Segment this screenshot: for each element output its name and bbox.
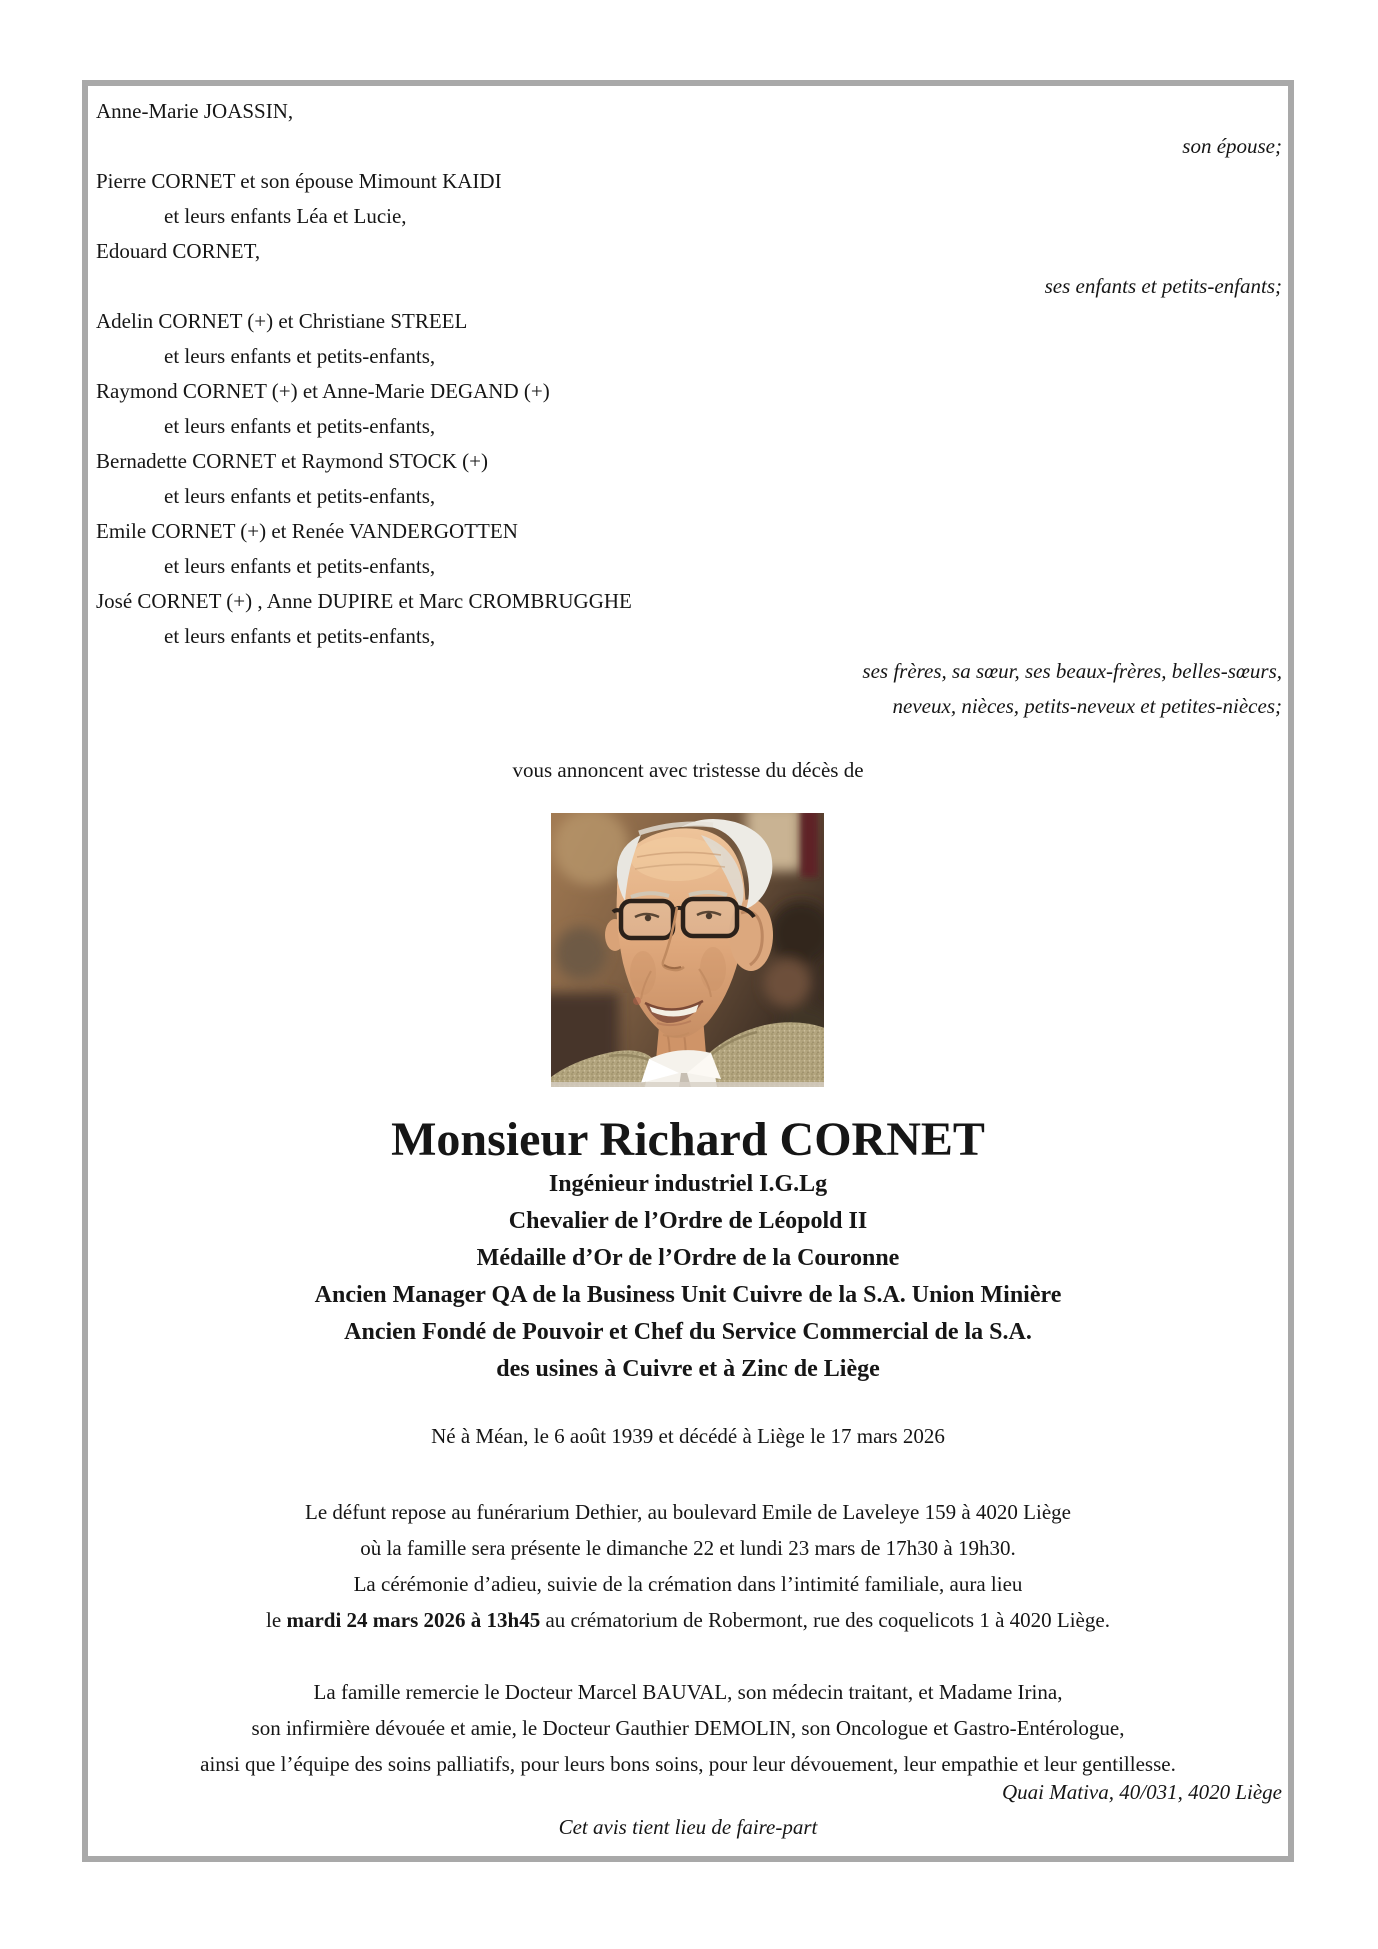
family-line-indent: et leurs enfants Léa et Lucie, (164, 204, 407, 228)
funeral-date-prefix: le (266, 1608, 287, 1632)
portrait-photo (551, 813, 824, 1087)
document-frame (82, 80, 1294, 1862)
family-line-indent: et leurs enfants et petits-enfants, (164, 414, 436, 438)
honors-list (88, 1166, 1288, 1388)
funeral-line: Le défunt repose au funérarium Dethier, au boulevard Emile de Laveleye 159 à 4020 Liège (305, 1500, 1071, 1524)
family-line: Pierre CORNET et son épouse Mimount KAIDI (96, 169, 502, 193)
announcement-sentence: vous annoncent avec tristesse du décès de (512, 758, 864, 782)
thanks-line: son infirmière dévouée et amie, le Docteur Gauthier DEMOLIN, son Oncologue et Gastro-Entérologue, (251, 1716, 1125, 1740)
honor-line: Chevalier de l’Ordre de Léopold II (508, 1208, 868, 1234)
funeral-line: La cérémonie d’adieu, suivie de la crémation dans l’intimité familiale, aura lieu (353, 1572, 1023, 1596)
family-line-indent: et leurs enfants et petits-enfants, (164, 484, 436, 508)
funeral-line: où la famille sera présente le dimanche 22 et lundi 23 mars de 17h30 à 19h30. (360, 1536, 1016, 1560)
honor-line: des usines à Cuivre et à Zinc de Liège (496, 1356, 880, 1382)
family-address: Quai Mativa, 40/031, 4020 Liège (1002, 1780, 1282, 1804)
honor-line: Médaille d’Or de l’Ordre de la Couronne (476, 1245, 900, 1271)
family-line: Raymond CORNET (+) et Anne-Marie DEGAND (+) (96, 379, 550, 403)
family-line: Adelin CORNET (+) et Christiane STREEL (96, 309, 468, 333)
relation-line: neveux, nièces, petits-neveux et petites-nièces; (892, 694, 1282, 718)
family-line: Bernadette CORNET et Raymond STOCK (+) (96, 449, 488, 473)
portrait-illustration (551, 813, 824, 1087)
thanks-line: La famille remercie le Docteur Marcel BAUVAL, son médecin traitant, et Madame Irina, (313, 1680, 1063, 1704)
closing-line: Cet avis tient lieu de faire-part (558, 1815, 818, 1839)
funeral-date-bold: mardi 24 mars 2026 à 13h45 (286, 1608, 541, 1632)
life-dates: Né à Méan, le 6 août 1939 et décédé à Liège le 17 mars 2026 (431, 1424, 945, 1448)
thanks-paragraph (88, 1674, 1288, 1782)
relation-line: ses enfants et petits-enfants; (1044, 274, 1282, 298)
family-line: Emile CORNET (+) et Renée VANDERGOTTEN (96, 519, 518, 543)
family-line: José CORNET (+) , Anne DUPIRE et Marc CROMBRUGGHE (96, 589, 632, 613)
funeral-info (88, 1494, 1288, 1638)
relation-line: ses frères, sa sœur, ses beaux-frères, belles-sœurs, (862, 659, 1282, 683)
thanks-line: ainsi que l’équipe des soins palliatifs, pour leurs bons soins, pour leur dévouement, leur empathie et leur gentillesse. (200, 1752, 1176, 1776)
family-line: Anne-Marie JOASSIN, (96, 99, 294, 123)
funeral-date-suffix: au crématorium de Robermont, rue des coquelicots 1 à 4020 Liège. (540, 1608, 1110, 1632)
deceased-name: Monsieur Richard CORNET (391, 1113, 985, 1166)
family-line-indent: et leurs enfants et petits-enfants, (164, 624, 436, 648)
honor-line: Ingénieur industriel I.G.Lg (548, 1171, 828, 1197)
family-list (88, 94, 1288, 724)
family-line-indent: et leurs enfants et petits-enfants, (164, 344, 436, 368)
honor-line: Ancien Fondé de Pouvoir et Chef du Service Commercial de la S.A. (344, 1319, 1032, 1345)
family-line: Edouard CORNET, (96, 239, 261, 263)
honor-line: Ancien Manager QA de la Business Unit Cuivre de la S.A. Union Minière (314, 1282, 1062, 1308)
family-line-indent: et leurs enfants et petits-enfants, (164, 554, 436, 578)
funeral-line-ceremony-date (88, 1602, 1288, 1638)
relation-line: son épouse; (1182, 134, 1282, 158)
